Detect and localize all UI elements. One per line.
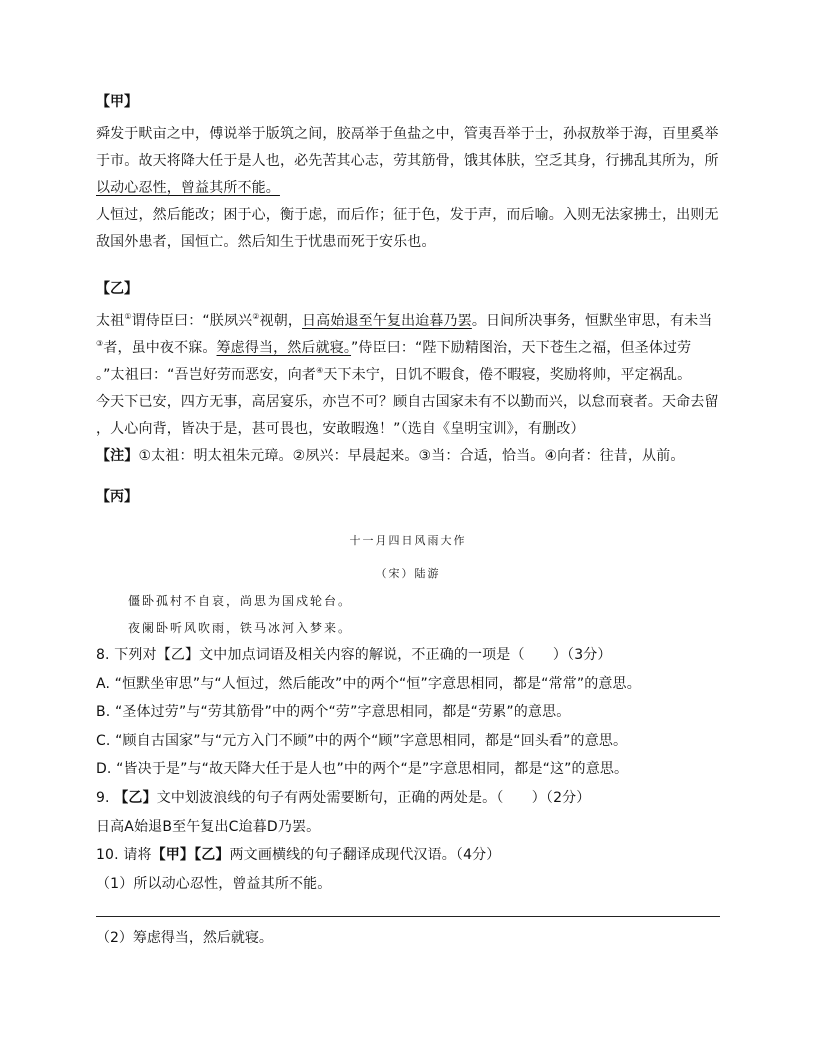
text-segment: 谓侍臣曰：“朕夙兴 <box>131 313 253 329</box>
questions <box>96 641 720 898</box>
passage-jia <box>96 121 720 256</box>
question-8-stem: 8. 下列对【乙】文中加点词语及相关内容的解说，不正确的一项是（ ）（3分） <box>96 647 612 663</box>
text-segment: 太祖 <box>96 313 125 329</box>
underlined-sentence: 筹虑得当，然后就寝。 <box>216 340 352 356</box>
footnote-tag: 【注】 <box>96 448 139 464</box>
passage-line: ，人心向背，皆决于是，甚可畏也，安敢暇逸！”（选自《皇明宝训》，有删改） <box>96 421 585 437</box>
passage-yi <box>96 308 720 470</box>
question-10-item-2: （2）筹虑得当，然后就寝。 <box>96 930 273 946</box>
question-number: 9. <box>96 789 115 806</box>
passage-line: 今天下已安，四方无事，高居宴乐，亦岂不可？顾自古国家未有不以勤而兴，以怠而衰者。天命去留 <box>96 394 719 410</box>
footnote-marker: ④ <box>316 366 324 375</box>
question-8-option-d: D. “皆决于是”与“故天降大任于是人也”中的两个“是”字意思相同，都是“这”的意思。 <box>96 761 629 778</box>
question-8-option-c: C. “顾自古国家”与“元方入门不顾”中的两个“顾”字意思相同，都是“回头看”的意思。 <box>96 732 628 749</box>
question-8-option-b: B. “圣体过劳”与“劳其筋骨”中的两个“劳”字意思相同，都是“劳累”的意思。 <box>96 704 571 721</box>
footnote-marker: ① <box>124 312 132 321</box>
poem-body <box>128 588 688 642</box>
footnote <box>96 443 720 470</box>
text-segment: 者，虽中夜不寐。 <box>103 340 217 356</box>
question-text: 两文画横线的句子翻译成现代汉语。（4分） <box>229 847 501 864</box>
question-9-stem <box>96 784 720 813</box>
underlined-sentence: 以动心忍性，曾益其所不能。 <box>96 180 280 196</box>
question-10-stem <box>96 841 720 870</box>
text-segment: 。日间所决事务，恒默坐审思，有未当 <box>471 313 713 329</box>
text-segment: 视朝， <box>259 313 303 329</box>
section-tag: 【甲】【乙】 <box>151 847 230 864</box>
text-segment: 。”太祖曰：“吾岂好劳而恶安，向者 <box>96 367 317 383</box>
poem-title: 十一月四日风雨大作 <box>349 534 467 547</box>
passage-line: 人恒过，然后能改；困于心，衡于虑，而后作；征于色，发于声，而后喻。入则无法家拂士，出则无 <box>96 207 719 223</box>
passage-line: 于市。故天将降大任于是人也，必先苦其心志，劳其筋骨，饿其体肤，空乏其身，行拂乱其所为，所 <box>96 153 719 169</box>
section-label-jia: 【甲】 <box>96 94 138 110</box>
page-divider <box>96 916 720 917</box>
question-8-option-a: A. “恒默坐审思”与“人恒过，然后能改”中的两个“恒”字意思相同，都是“常常”的意思。 <box>96 675 641 692</box>
question-9-sentence: 日高A始退B至午复出C迨暮D乃罢。 <box>96 818 321 835</box>
text-segment: 天下未宁，日饥不暇食，倦不暇寝，奖励将帅，平定祸乱。 <box>323 367 692 383</box>
passage-line <box>96 175 720 202</box>
poem-author: （宋）陆游 <box>375 567 441 580</box>
passage-line <box>96 308 720 335</box>
section-label-bing: 【丙】 <box>96 489 138 505</box>
question-text: 文中划波浪线的句子有两处需要断句，正确的两处是。（ ）（2分） <box>156 789 591 806</box>
passage-line: 舜发于畎亩之中，傅说举于版筑之间，胶鬲举于鱼盐之中，管夷吾举于士，孙叔敖举于海，百里奚举 <box>96 126 719 142</box>
passage-line <box>96 362 720 389</box>
footnote-marker: ② <box>252 312 260 321</box>
question-10-item-1: （1）所以动心忍性，曾益其所不能。 <box>96 875 332 892</box>
section-label-yi: 【乙】 <box>96 281 138 297</box>
poem-line: 夜阑卧听风吹雨，铁马冰河入梦来。 <box>128 621 353 635</box>
passage-line <box>96 335 720 362</box>
section-tag: 【乙】 <box>114 789 157 806</box>
footnote-text: ①太祖：明太祖朱元璋。②夙兴：早晨起来。③当：合适，恰当。④向者：往昔，从前。 <box>138 448 685 464</box>
underlined-sentence: 日高始退至午复出迨暮乃罢 <box>302 313 472 329</box>
passage-line: 敌国外患者，国恒亡。然后知生于忧患而死于安乐也。 <box>96 234 436 250</box>
text-segment: ”侍臣曰：“陛下励精图治，天下苍生之福，但圣体过劳 <box>351 340 692 356</box>
footnote-marker: ③ <box>96 339 104 348</box>
poem-line: 僵卧孤村不自哀，尚思为国戍轮台。 <box>128 594 353 608</box>
question-number: 10. 请将 <box>96 847 152 864</box>
